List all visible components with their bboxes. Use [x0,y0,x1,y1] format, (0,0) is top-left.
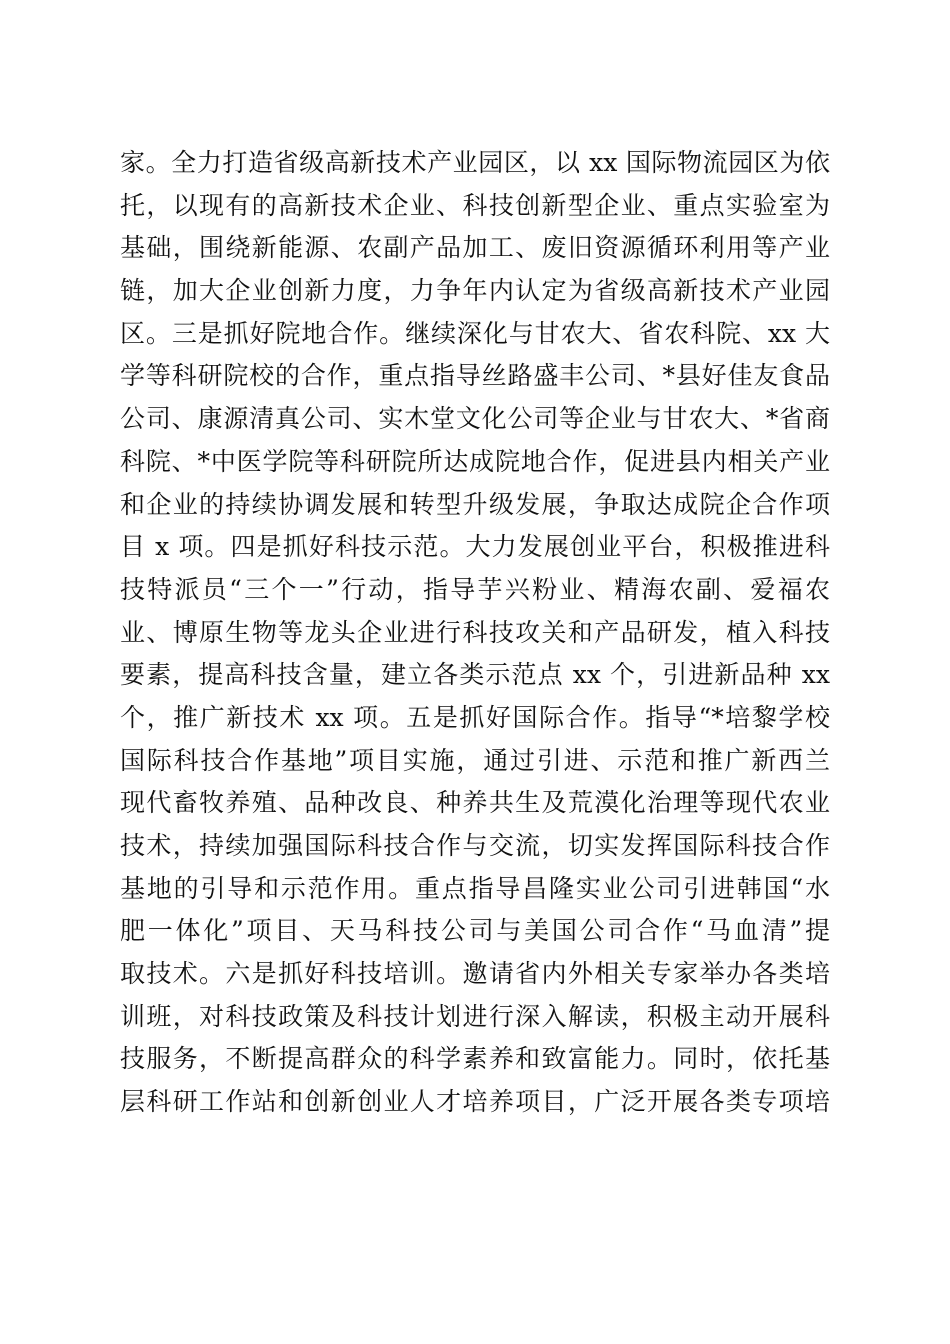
text-line-1: 家。全力打造省级高新技术产业园区，以 xx 国际物流园区为依 [120,148,830,177]
text-line-13: 要素，提高科技含量，建立各类示范点 xx 个，引进新品种 xx [120,660,830,690]
text-line-22: 技服务，不断提高群众的科学素养和致富能力。同时，依托基 [120,1044,830,1074]
text-line-3: 基础，围绕新能源、农副产品加工、废旧资源循环利用等产业 [120,233,830,263]
text-line-11: 技特派员“三个一”行动，指导芋兴粉业、精海农副、爱福农 [120,574,830,604]
text-line-18: 基地的引导和示范作用。重点指导昌隆实业公司引进韩国“水 [120,873,830,903]
text-line-17: 技术，持续加强国际科技合作与交流，切实发挥国际科技合作 [120,831,830,860]
body-text [120,142,830,1124]
text-line-8: 科院、*中医学院等科研院所达成院地合作，促进县内相关产业 [120,446,830,476]
text-line-20: 取技术。六是抓好科技培训。邀请省内外相关专家举办各类培 [120,959,830,989]
text-line-15: 国际科技合作基地”项目实施，通过引进、示范和推广新西兰 [120,745,830,775]
text-line-5: 区。三是抓好院地合作。继续深化与甘农大、省农科院、xx 大 [120,318,830,348]
text-line-7: 公司、康源清真公司、实木堂文化公司等企业与甘农大、*省商 [120,404,830,434]
text-line-16: 现代畜牧养殖、品种改良、种养共生及荒漠化治理等现代农业 [120,788,830,818]
text-line-10: 目 x 项。四是抓好科技示范。大力发展创业平台，积极推进科 [120,532,830,562]
text-line-19: 肥一体化”项目、天马科技公司与美国公司合作“马血清”提 [120,916,830,946]
text-line-21: 训班，对科技政策及科技计划进行深入解读，积极主动开展科 [120,1001,830,1031]
text-line-6: 学等科研院校的合作，重点指导丝路盛丰公司、*县好佳友食品 [120,361,830,391]
text-line-2: 托，以现有的高新技术企业、科技创新型企业、重点实验室为 [120,190,830,220]
text-line-4: 链，加大企业创新力度，力争年内认定为省级高新技术产业园 [120,276,830,306]
text-line-14: 个，推广新技术 xx 项。五是抓好国际合作。指导“*培黎学校 [120,702,830,732]
text-line-12: 业、博原生物等龙头企业进行科技攻关和产品研发，植入科技 [120,617,830,647]
text-line-23: 层科研工作站和创新创业人才培养项目，广泛开展各类专项培 [120,1087,830,1117]
text-line-9: 和企业的持续协调发展和转型升级发展，争取达成院企合作项 [120,489,830,519]
